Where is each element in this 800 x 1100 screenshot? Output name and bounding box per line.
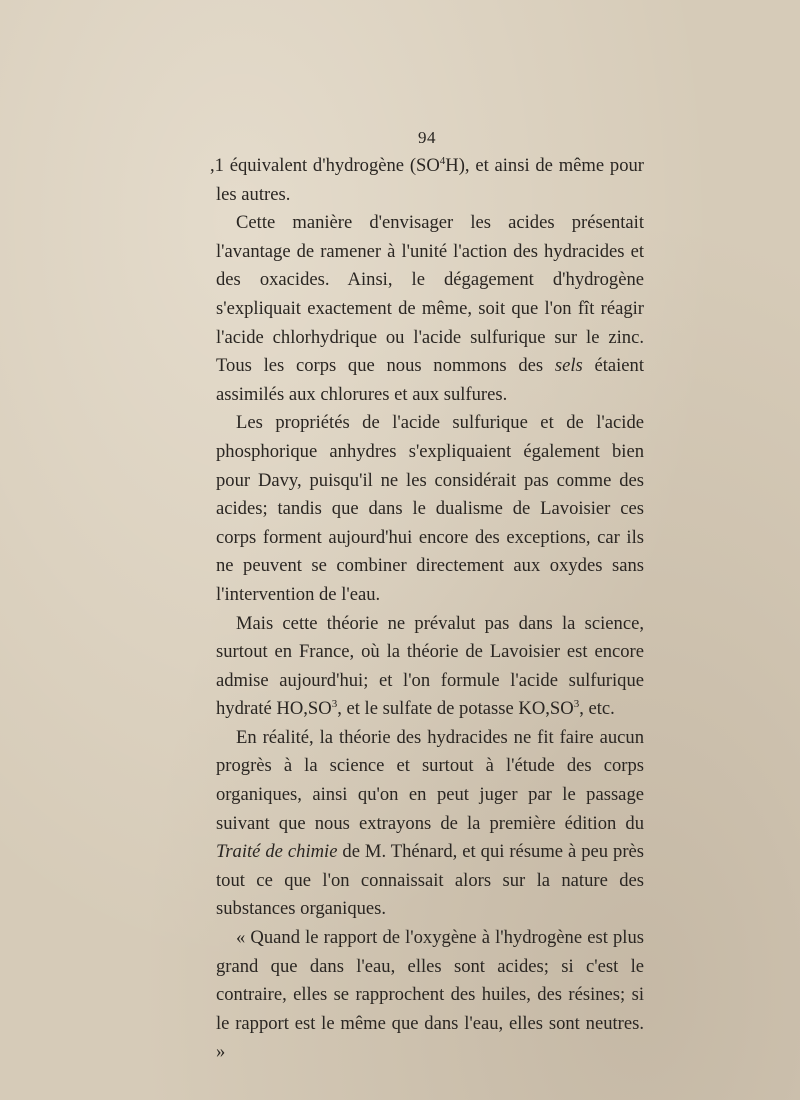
paragraph (216, 209, 644, 409)
text-run: Les propriétés de l'acide sulfurique et de l'acide phosphorique anhydres s'expliquaient également bien pour Davy, puisqu'il ne les considérait pas comme des acides; tandis que dans le dualisme de Lavoisier ces corps forment aujourd'hui encore des exceptions, car ils ne peuvent se combiner directement aux oxydes sans l'intervention de l'eau. (216, 412, 644, 605)
text-run: de M. Thénard, et qui résume à peu près tout ce que l'on connaissait alors sur la nature des substances organiques. (216, 841, 645, 920)
italic-text: Traité de chimie (216, 841, 338, 863)
paragraph (210, 152, 644, 209)
text-run: En réalité, la théorie des hydracides ne fit faire aucun progrès à la science et surtout à l'étude des corps organiques, ainsi qu'on en peut juger par le passage suivant que nous extrayons de la première édition du (216, 726, 644, 834)
paragraph (216, 724, 644, 924)
text-run: , etc. (579, 698, 615, 720)
page-number: 94 (418, 128, 436, 147)
paragraph (216, 924, 644, 1067)
text-run: « Quand le rapport de l'oxygène à l'hydrogène est plus grand que dans l'eau, elles sont acides; si c'est le contraire, elles se rapprochent des huiles, des résines; si le rapport est le même que dans l'eau, elles sont neutres. » (216, 927, 644, 1063)
paragraph (216, 409, 644, 609)
text-run: Mais cette théorie ne prévalut pas dans la science, surtout en France, où la théorie de Lavoisier est encore admise aujourd'hui; et l'on formule l'acide sulfurique hydraté HO,SO (216, 612, 644, 720)
superscript: 4 (439, 154, 446, 167)
superscript: 3 (331, 698, 338, 711)
text-run: étaient assimilés aux chlorures et aux sulfures. (216, 355, 645, 405)
text-run: H), et ainsi de même pour les autres. (216, 155, 644, 205)
text-run: ,1 équivalent d'hydrogène (SO (210, 155, 440, 176)
paragraph (216, 610, 644, 724)
italic-text: sels (554, 355, 583, 377)
body-text (210, 152, 645, 1067)
text-run: Cette manière d'envisager les acides présentait l'avantage de ramener à l'unité l'action des hydracides et des oxacides. Ainsi, le dégagement d'hydrogène s'expliquait exactement de même, soit que l'on fît réagir l'acide chlorhydrique ou l'acide sulfurique sur le zinc. Tous les corps que nous nommons des (216, 212, 644, 377)
text-run: , et le sulfate de potasse KO,SO (337, 698, 574, 720)
superscript: 3 (573, 698, 580, 711)
